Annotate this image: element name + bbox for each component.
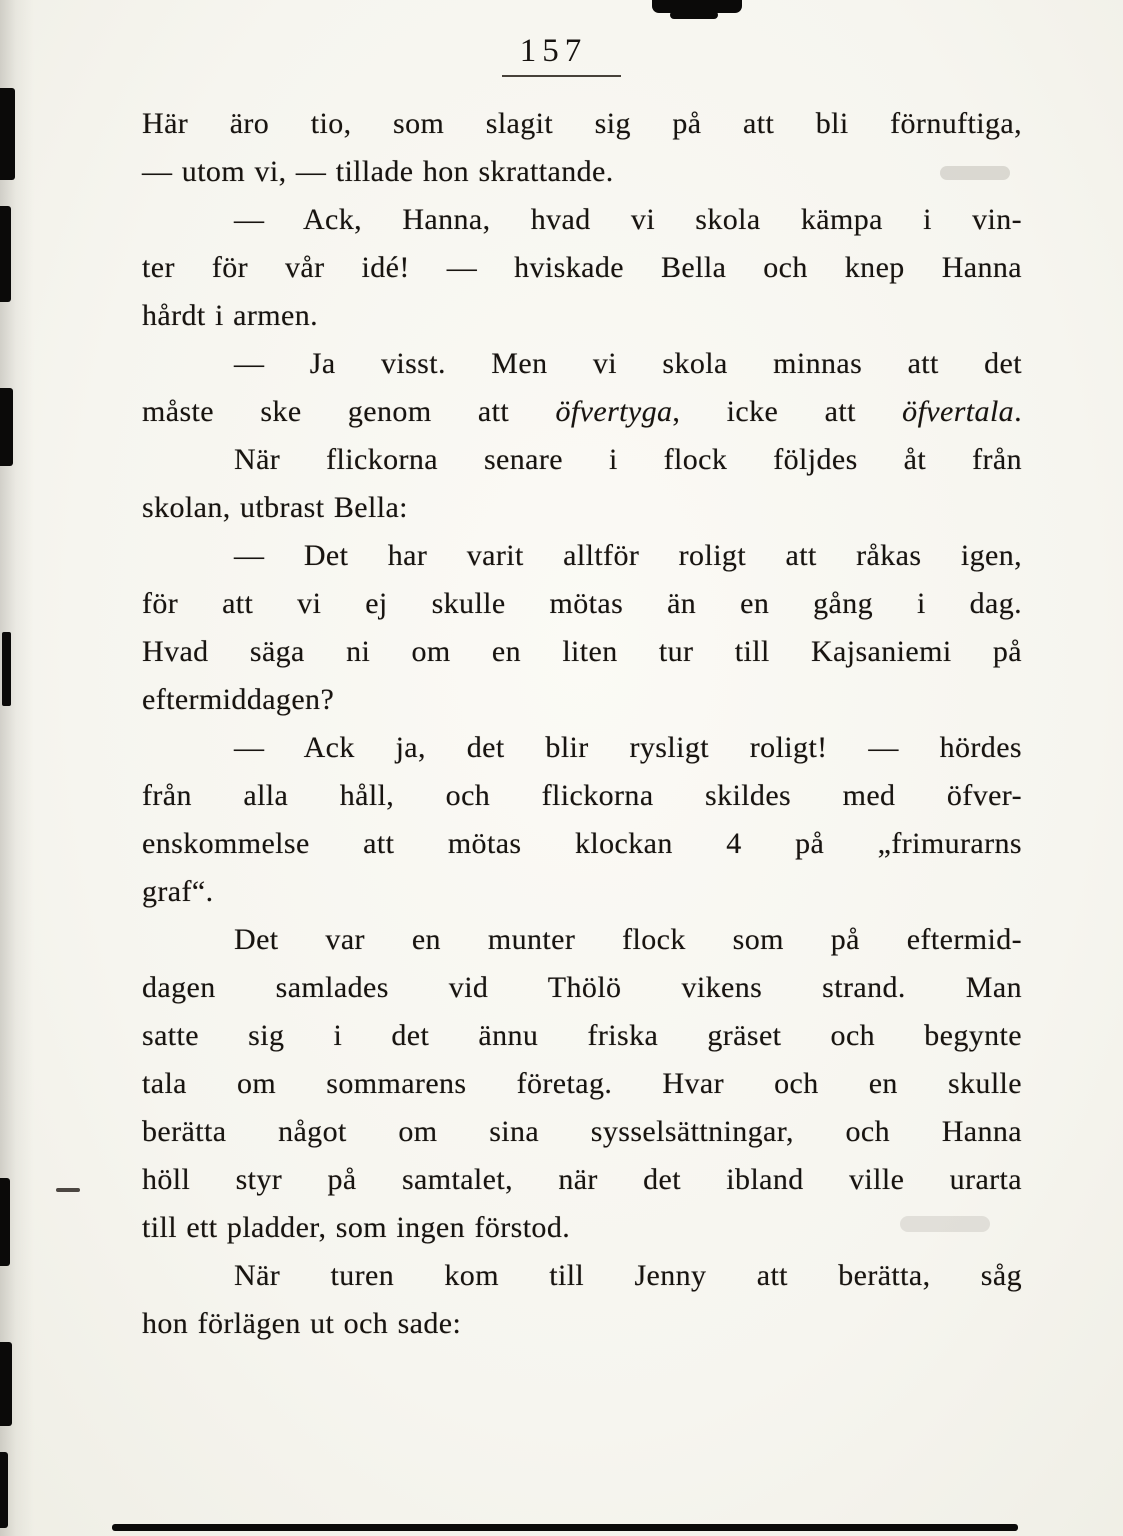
text-run: När flickorna senare i flock följdes åt från <box>234 443 1022 476</box>
text-line <box>142 916 1022 964</box>
text-line <box>142 1252 1022 1300</box>
text-line <box>142 436 1022 484</box>
text-line <box>142 1060 1022 1108</box>
scan-artifact-smudge <box>900 1216 990 1232</box>
text-run: Här äro tio, som slagit sig på att bli förnuftiga, <box>142 107 1022 140</box>
scan-artifact-left-edge <box>0 1178 10 1266</box>
text-run: från alla håll, och flickorna skildes med öfver- <box>142 779 1022 812</box>
text-run: graf“. <box>142 875 214 908</box>
text-line <box>142 628 1022 676</box>
text-line <box>142 148 1022 196</box>
text-run: enskommelse att mötas klockan 4 på „frimurarns <box>142 827 1022 860</box>
scan-artifact-left-edge <box>0 206 11 302</box>
text-run: tala om sommarens företag. Hvar och en skulle <box>142 1067 1022 1100</box>
text-run: berätta något om sina sysselsättningar, och Hanna <box>142 1115 1022 1148</box>
text-run: Det var en munter flock som på eftermid- <box>234 923 1022 956</box>
text-run: — Det har varit alltför roligt att råkas igen, <box>234 539 1022 572</box>
text-line <box>142 1156 1022 1204</box>
paragraph <box>142 100 1022 196</box>
scan-artifact-left-edge <box>0 1342 12 1426</box>
page-header <box>0 32 1123 77</box>
paragraph <box>142 532 1022 724</box>
text-line <box>142 1204 1022 1252</box>
text-block <box>142 100 1022 1348</box>
text-line <box>142 388 1022 436</box>
scan-artifact-left-edge <box>0 88 15 180</box>
text-line <box>142 964 1022 1012</box>
scan-artifact-smudge <box>940 166 1010 180</box>
text-run: måste ske genom att <box>142 395 556 428</box>
text-run: eftermiddagen? <box>142 683 335 716</box>
text-run: — Ack, Hanna, hvad vi skola kämpa i vin- <box>234 203 1022 236</box>
text-line <box>142 100 1022 148</box>
scan-artifact-left-edge <box>0 1452 8 1528</box>
text-run: — Ack ja, det blir rysligt roligt! — hördes <box>234 731 1022 764</box>
paragraph <box>142 436 1022 532</box>
italic-text: öfvertyga <box>555 395 673 428</box>
text-line <box>142 580 1022 628</box>
text-line <box>142 532 1022 580</box>
text-run: höll styr på samtalet, när det ibland ville urarta <box>142 1163 1022 1196</box>
text-run: skolan, utbrast Bella: <box>142 491 408 524</box>
text-line <box>142 1300 1022 1348</box>
text-run: hon förlägen ut och sade: <box>142 1307 462 1340</box>
scan-artifact-left-edge <box>0 388 13 466</box>
text-line <box>142 244 1022 292</box>
text-run: — Ja visst. Men vi skola minnas att det <box>234 347 1022 380</box>
text-run: . <box>1014 395 1022 428</box>
text-run: till ett pladder, som ingen förstod. <box>142 1211 571 1244</box>
italic-text: öfvertala <box>902 395 1015 428</box>
text-line <box>142 292 1022 340</box>
text-run: Hvad säga ni om en liten tur till Kajsaniemi på <box>142 635 1022 668</box>
paragraph <box>142 724 1022 916</box>
text-line <box>142 772 1022 820</box>
text-line <box>142 1108 1022 1156</box>
text-run: ter för vår idé! — hviskade Bella och knep Hanna <box>142 251 1022 284</box>
text-line <box>142 676 1022 724</box>
paragraph <box>142 340 1022 436</box>
text-run: När turen kom till Jenny att berätta, såg <box>234 1259 1022 1292</box>
text-line <box>142 196 1022 244</box>
text-line <box>142 340 1022 388</box>
scan-artifact-margin-dash <box>56 1188 80 1192</box>
text-line <box>142 868 1022 916</box>
paragraph <box>142 916 1022 1252</box>
scan-artifact-top-right <box>670 11 718 19</box>
text-run: — utom vi, — tillade hon skrattande. <box>142 155 614 188</box>
text-line <box>142 484 1022 532</box>
text-run: för att vi ej skulle mötas än en gång i dag. <box>142 587 1022 620</box>
paragraph <box>142 1252 1022 1348</box>
text-line <box>142 820 1022 868</box>
scan-artifact-bottom-line <box>112 1524 1018 1531</box>
paragraph <box>142 196 1022 340</box>
text-line <box>142 1012 1022 1060</box>
text-run: hårdt i armen. <box>142 299 319 332</box>
page-number: 157 <box>502 32 622 77</box>
scan-artifact-left-edge <box>2 632 11 706</box>
text-run: satte sig i det ännu friska gräset och begynte <box>142 1019 1022 1052</box>
text-run: , icke att <box>672 395 903 428</box>
text-line <box>142 724 1022 772</box>
text-run: dagen samlades vid Thölö vikens strand. Man <box>142 971 1022 1004</box>
